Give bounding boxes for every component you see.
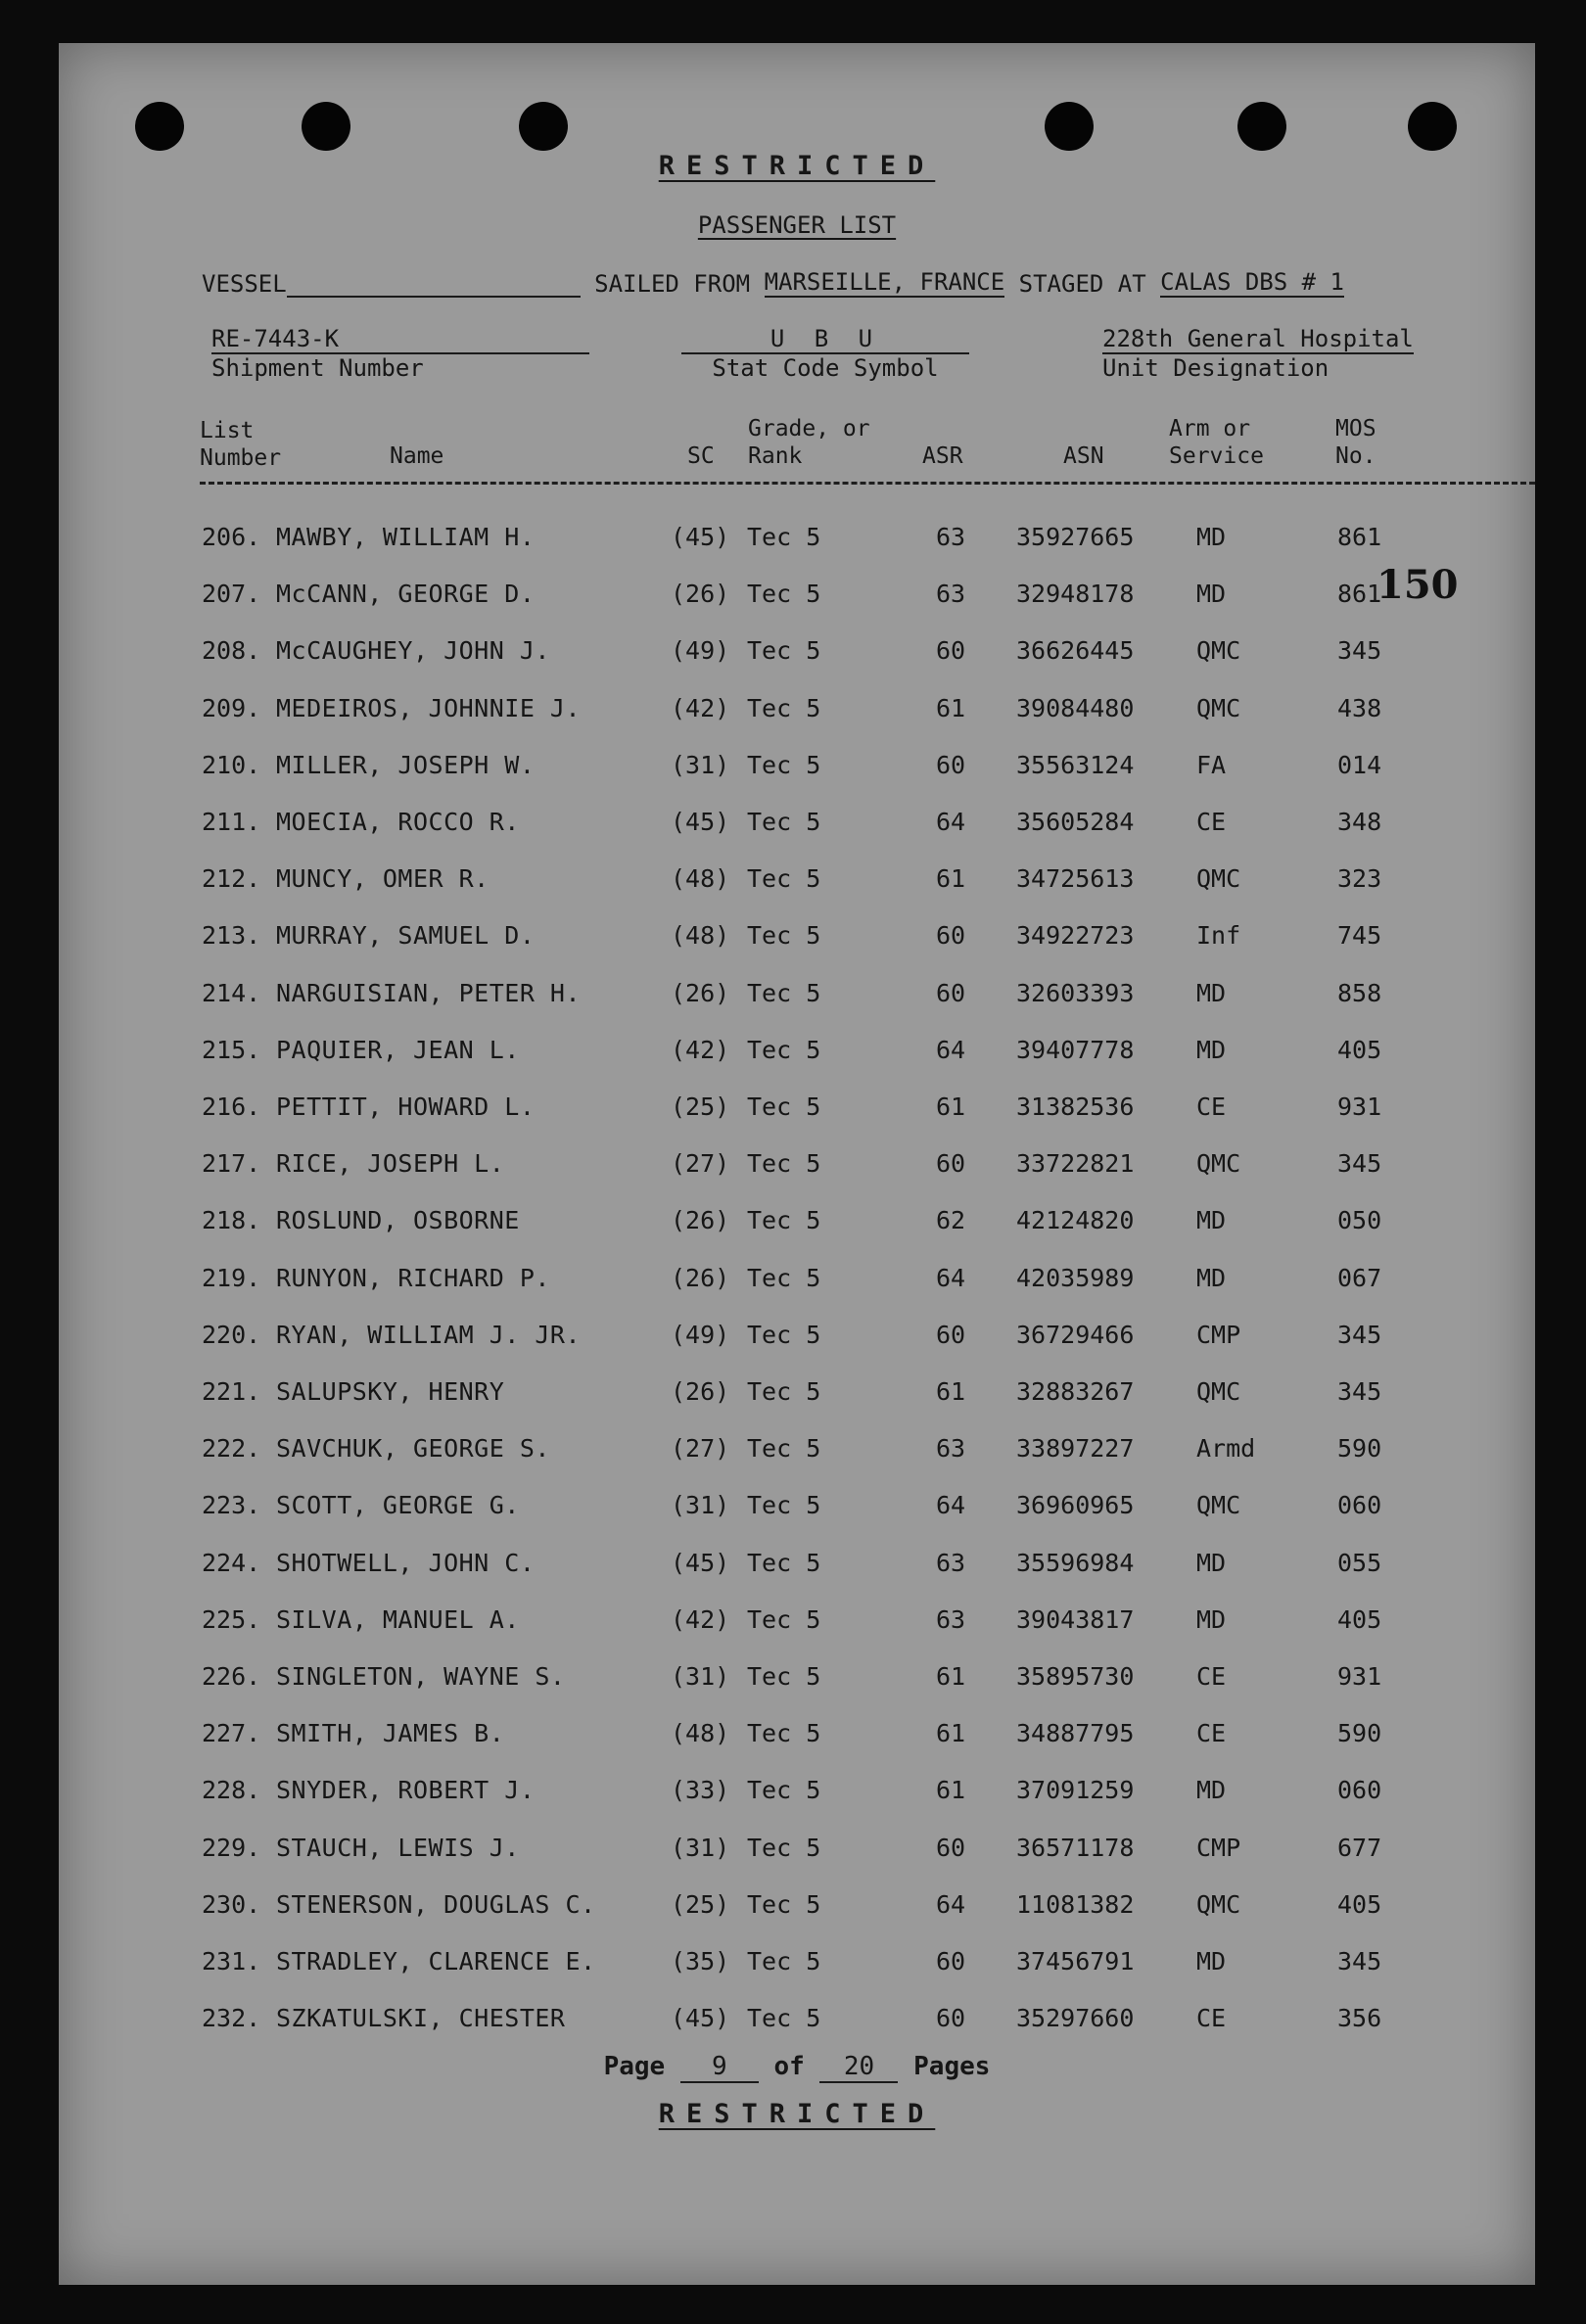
of-label: of — [773, 2052, 805, 2081]
asn-number: 35596984 — [1016, 1548, 1135, 1577]
col-mos: MOS No. — [1335, 416, 1376, 469]
asr-score: 64 — [936, 1035, 966, 1064]
sc-code: (31) — [671, 1833, 730, 1862]
passenger-name: SILVA, MANUEL A. — [276, 1604, 520, 1634]
grade: Tec 5 — [747, 1491, 821, 1520]
col-asn: ASN — [1063, 443, 1104, 469]
passenger-name: McCAUGHEY, JOHN J. — [276, 636, 550, 666]
shipment-label: Shipment Number — [211, 354, 424, 382]
grade: Tec 5 — [747, 523, 821, 551]
asn-number: 35605284 — [1016, 808, 1135, 836]
asn-number: 32603393 — [1016, 978, 1135, 1007]
grade: Tec 5 — [747, 1889, 821, 1919]
arm-service: QMC — [1196, 1491, 1241, 1520]
table-row — [59, 523, 1535, 562]
list-number: 213. — [202, 921, 261, 951]
unit-designation: 228th General Hospital — [1102, 325, 1414, 352]
table-row — [59, 1776, 1535, 1815]
asn-number: 36626445 — [1016, 636, 1135, 666]
asr-score: 61 — [936, 864, 966, 894]
mos-number: 014 — [1337, 750, 1382, 779]
arm-service: MD — [1196, 1263, 1227, 1292]
sc-code: (31) — [671, 1491, 730, 1520]
sc-code: (26) — [671, 580, 730, 609]
mos-number: 745 — [1337, 921, 1382, 951]
staged-label: STAGED AT — [1018, 270, 1146, 298]
sc-code: (42) — [671, 1604, 730, 1634]
mos-number: 345 — [1337, 1377, 1382, 1406]
arm-service: QMC — [1196, 1377, 1241, 1406]
header-rule — [200, 482, 1535, 485]
asn-number: 11081382 — [1016, 1889, 1135, 1919]
mos-number: 590 — [1337, 1719, 1382, 1748]
table-row — [59, 1549, 1535, 1588]
arm-service: CE — [1196, 1719, 1227, 1748]
sc-code: (45) — [671, 523, 730, 551]
punch-hole — [1408, 102, 1457, 151]
asr-score: 60 — [936, 1833, 966, 1862]
list-number: 225. — [202, 1604, 261, 1634]
asr-score: 64 — [936, 1491, 966, 1520]
sc-code: (48) — [671, 864, 730, 894]
sc-code: (49) — [671, 1320, 730, 1349]
asr-score: 60 — [936, 750, 966, 779]
passenger-name: McCANN, GEORGE D. — [276, 580, 536, 609]
mos-number: 858 — [1337, 978, 1382, 1007]
sc-code: (25) — [671, 1092, 730, 1121]
grade: Tec 5 — [747, 921, 821, 951]
arm-service: QMC — [1196, 864, 1241, 894]
asn-number: 34922723 — [1016, 921, 1135, 951]
table-row — [59, 979, 1535, 1018]
sc-code: (27) — [671, 1434, 730, 1464]
passenger-name: STAUCH, LEWIS J. — [276, 1833, 520, 1862]
grade: Tec 5 — [747, 1035, 821, 1064]
table-row — [59, 1092, 1535, 1132]
asn-number: 42124820 — [1016, 1206, 1135, 1235]
grade: Tec 5 — [747, 750, 821, 779]
vessel-value — [287, 296, 581, 298]
mos-number: 405 — [1337, 1604, 1382, 1634]
sc-code: (26) — [671, 1377, 730, 1406]
mos-number: 861 — [1337, 523, 1382, 551]
list-number: 210. — [202, 750, 261, 779]
stat-code-block — [681, 325, 969, 382]
shipment-block — [211, 325, 589, 382]
asn-number: 35297660 — [1016, 2004, 1135, 2033]
classification-header: RESTRICTED — [658, 151, 936, 181]
punch-hole — [1237, 102, 1286, 151]
grade: Tec 5 — [747, 1149, 821, 1179]
classification-footer: RESTRICTED — [658, 2099, 936, 2129]
grade: Tec 5 — [747, 1776, 821, 1805]
mos-number: 405 — [1337, 1889, 1382, 1919]
grade: Tec 5 — [747, 1263, 821, 1292]
table-row — [59, 921, 1535, 960]
passenger-name: SINGLETON, WAYNE S. — [276, 1662, 566, 1691]
punch-hole — [135, 102, 184, 151]
asn-number: 34725613 — [1016, 864, 1135, 894]
list-number: 224. — [202, 1548, 261, 1577]
asn-number: 33722821 — [1016, 1149, 1135, 1179]
list-number: 231. — [202, 1947, 261, 1975]
mos-number: 345 — [1337, 1320, 1382, 1349]
grade: Tec 5 — [747, 864, 821, 894]
arm-service: CE — [1196, 808, 1227, 836]
pages-label: Pages — [913, 2052, 991, 2081]
asn-number: 39407778 — [1016, 1035, 1135, 1064]
sc-code: (27) — [671, 1149, 730, 1179]
asn-number: 36729466 — [1016, 1320, 1135, 1349]
grade: Tec 5 — [747, 1604, 821, 1634]
grade: Tec 5 — [747, 1206, 821, 1235]
mos-number: 348 — [1337, 808, 1382, 836]
arm-service: QMC — [1196, 1149, 1241, 1179]
asr-score: 63 — [936, 1434, 966, 1464]
list-number: 220. — [202, 1320, 261, 1349]
asn-number: 35895730 — [1016, 1662, 1135, 1691]
arm-service: FA — [1196, 750, 1227, 779]
arm-service: CE — [1196, 1662, 1227, 1691]
mos-number: 067 — [1337, 1263, 1382, 1292]
mos-number: 590 — [1337, 1434, 1382, 1464]
asr-score: 60 — [936, 921, 966, 951]
asn-number: 35563124 — [1016, 750, 1135, 779]
list-number: 221. — [202, 1377, 261, 1406]
mos-number: 356 — [1337, 2004, 1382, 2033]
table-row — [59, 2004, 1535, 2043]
grade: Tec 5 — [747, 1377, 821, 1406]
mos-number: 345 — [1337, 1149, 1382, 1179]
passenger-name: PAQUIER, JEAN L. — [276, 1035, 520, 1064]
passenger-name: RYAN, WILLIAM J. JR. — [276, 1320, 582, 1349]
arm-service: MD — [1196, 580, 1227, 609]
asr-score: 60 — [936, 1320, 966, 1349]
asn-number: 33897227 — [1016, 1434, 1135, 1464]
mos-number: 931 — [1337, 1662, 1382, 1691]
asr-score: 60 — [936, 1947, 966, 1975]
list-number: 207. — [202, 580, 261, 609]
mos-number: 677 — [1337, 1833, 1382, 1862]
grade: Tec 5 — [747, 1719, 821, 1748]
grade: Tec 5 — [747, 636, 821, 666]
mos-number: 060 — [1337, 1491, 1382, 1520]
passenger-name: SMITH, JAMES B. — [276, 1719, 505, 1748]
list-number: 222. — [202, 1434, 261, 1464]
passenger-name: SZKATULSKI, CHESTER — [276, 2004, 566, 2033]
page-number: 9 — [680, 2052, 759, 2083]
arm-service: MD — [1196, 523, 1227, 551]
grade: Tec 5 — [747, 1947, 821, 1975]
punch-hole — [1045, 102, 1094, 151]
table-row — [59, 636, 1535, 675]
punch-hole — [302, 102, 350, 151]
list-number: 230. — [202, 1889, 261, 1919]
sc-code: (42) — [671, 1035, 730, 1064]
table-row — [59, 808, 1535, 847]
punch-hole — [519, 102, 568, 151]
passenger-name: STENERSON, DOUGLAS C. — [276, 1889, 596, 1919]
passenger-name: PETTIT, HOWARD L. — [276, 1092, 536, 1121]
passenger-name: SALUPSKY, HENRY — [276, 1377, 505, 1406]
stat-code: U B U — [681, 325, 969, 354]
arm-service: CE — [1196, 2004, 1227, 2033]
table-row — [59, 1662, 1535, 1701]
list-number: 217. — [202, 1149, 261, 1179]
passenger-name: STRADLEY, CLARENCE E. — [276, 1947, 596, 1975]
asr-score: 64 — [936, 1263, 966, 1292]
asr-score: 61 — [936, 1092, 966, 1121]
list-number: 216. — [202, 1092, 261, 1121]
list-number: 206. — [202, 523, 261, 551]
mos-number: 405 — [1337, 1035, 1382, 1064]
table-row — [59, 580, 1535, 619]
document-type: PASSENGER LIST — [697, 211, 897, 239]
asr-score: 60 — [936, 978, 966, 1007]
sc-code: (49) — [671, 636, 730, 666]
passenger-name: SHOTWELL, JOHN C. — [276, 1548, 536, 1577]
table-row — [59, 864, 1535, 904]
passenger-name: MOECIA, ROCCO R. — [276, 808, 520, 836]
asr-score: 61 — [936, 693, 966, 722]
asn-number: 39043817 — [1016, 1604, 1135, 1634]
asn-number: 39084480 — [1016, 693, 1135, 722]
asn-number: 35927665 — [1016, 523, 1135, 551]
table-row — [59, 1434, 1535, 1473]
sc-code: (35) — [671, 1947, 730, 1975]
table-row — [59, 1264, 1535, 1303]
table-row — [59, 1605, 1535, 1645]
arm-service: CMP — [1196, 1320, 1241, 1349]
sc-code: (25) — [671, 1889, 730, 1919]
shipment-number: RE-7443-K — [211, 325, 589, 354]
mos-number: 861 — [1337, 580, 1382, 609]
asn-number: 36571178 — [1016, 1833, 1135, 1862]
total-pages: 20 — [819, 2052, 898, 2083]
document-page — [59, 43, 1535, 2285]
asr-score: 61 — [936, 1776, 966, 1805]
asn-number: 37091259 — [1016, 1776, 1135, 1805]
arm-service: Armd — [1196, 1434, 1256, 1464]
col-arm-service: Arm or Service — [1169, 416, 1264, 469]
arm-service: CE — [1196, 1092, 1227, 1121]
asr-score: 61 — [936, 1662, 966, 1691]
sc-code: (33) — [671, 1776, 730, 1805]
passenger-name: SCOTT, GEORGE G. — [276, 1491, 520, 1520]
mos-number: 050 — [1337, 1206, 1382, 1235]
asr-score: 63 — [936, 580, 966, 609]
list-number: 211. — [202, 808, 261, 836]
mos-number: 345 — [1337, 636, 1382, 666]
grade: Tec 5 — [747, 1434, 821, 1464]
stat-code-label: Stat Code Symbol — [712, 354, 939, 382]
grade: Tec 5 — [747, 2004, 821, 2033]
passenger-name: MUNCY, OMER R. — [276, 864, 490, 894]
passenger-name: MURRAY, SAMUEL D. — [276, 921, 536, 951]
vessel-label: VESSEL — [202, 270, 287, 298]
grade: Tec 5 — [747, 580, 821, 609]
page-indicator — [59, 2052, 1535, 2083]
passenger-name: MEDEIROS, JOHNNIE J. — [276, 693, 582, 722]
sc-code: (26) — [671, 1263, 730, 1292]
sc-code: (31) — [671, 1662, 730, 1691]
grade: Tec 5 — [747, 1092, 821, 1121]
mos-number: 323 — [1337, 864, 1382, 894]
list-number: 227. — [202, 1719, 261, 1748]
grade: Tec 5 — [747, 808, 821, 836]
asn-number: 31382536 — [1016, 1092, 1135, 1121]
sc-code: (45) — [671, 2004, 730, 2033]
arm-service: QMC — [1196, 636, 1241, 666]
asr-score: 63 — [936, 1548, 966, 1577]
arm-service: MD — [1196, 1206, 1227, 1235]
list-number: 212. — [202, 864, 261, 894]
passenger-name: RICE, JOSEPH L. — [276, 1149, 505, 1179]
list-number: 215. — [202, 1035, 261, 1064]
asr-score: 60 — [936, 1149, 966, 1179]
passenger-name: SNYDER, ROBERT J. — [276, 1776, 536, 1805]
list-number: 209. — [202, 693, 261, 722]
passenger-name: ROSLUND, OSBORNE — [276, 1206, 520, 1235]
table-row — [59, 1890, 1535, 1929]
asn-number: 32948178 — [1016, 580, 1135, 609]
sc-code: (48) — [671, 921, 730, 951]
passenger-name: RUNYON, RICHARD P. — [276, 1263, 550, 1292]
list-number: 228. — [202, 1776, 261, 1805]
col-sc: SC — [687, 443, 715, 469]
sc-code: (42) — [671, 693, 730, 722]
mos-number: 438 — [1337, 693, 1382, 722]
sc-code: (26) — [671, 978, 730, 1007]
asr-score: 63 — [936, 523, 966, 551]
arm-service: MD — [1196, 1035, 1227, 1064]
sc-code: (26) — [671, 1206, 730, 1235]
arm-service: CMP — [1196, 1833, 1241, 1862]
passenger-name: SAVCHUK, GEORGE S. — [276, 1434, 550, 1464]
passenger-name: MILLER, JOSEPH W. — [276, 750, 536, 779]
list-number: 219. — [202, 1263, 261, 1292]
arm-service: MD — [1196, 978, 1227, 1007]
table-row — [59, 1834, 1535, 1873]
table-row — [59, 1036, 1535, 1075]
page-label: Page — [603, 2052, 666, 2081]
asn-number: 37456791 — [1016, 1947, 1135, 1975]
staged-value: CALAS DBS # 1 — [1160, 268, 1344, 296]
grade: Tec 5 — [747, 1662, 821, 1691]
passenger-name: NARGUISIAN, PETER H. — [276, 978, 582, 1007]
sc-code: (48) — [671, 1719, 730, 1748]
list-number: 229. — [202, 1833, 261, 1862]
asr-score: 61 — [936, 1377, 966, 1406]
grade: Tec 5 — [747, 1320, 821, 1349]
list-number: 223. — [202, 1491, 261, 1520]
table-row — [59, 1206, 1535, 1245]
list-number: 208. — [202, 636, 261, 666]
list-number: 232. — [202, 2004, 261, 2033]
sc-code: (45) — [671, 808, 730, 836]
asn-number: 32883267 — [1016, 1377, 1135, 1406]
table-row — [59, 1377, 1535, 1417]
list-number: 214. — [202, 978, 261, 1007]
table-row — [59, 1491, 1535, 1530]
table-row — [59, 1321, 1535, 1360]
table-row — [59, 751, 1535, 790]
asn-number: 42035989 — [1016, 1263, 1135, 1292]
asr-score: 64 — [936, 1889, 966, 1919]
vessel-line — [202, 268, 1344, 298]
asn-number: 36960965 — [1016, 1491, 1135, 1520]
arm-service: MD — [1196, 1776, 1227, 1805]
asr-score: 64 — [936, 808, 966, 836]
unit-block — [1102, 325, 1414, 382]
grade: Tec 5 — [747, 1833, 821, 1862]
arm-service: QMC — [1196, 1889, 1241, 1919]
asr-score: 60 — [936, 2004, 966, 2033]
col-list-number: List Number — [200, 418, 282, 471]
mos-number: 060 — [1337, 1776, 1382, 1805]
sailed-value: MARSEILLE, FRANCE — [764, 268, 1005, 296]
list-number: 226. — [202, 1662, 261, 1691]
stamped-number: 150 — [1376, 562, 1459, 608]
mos-number: 345 — [1337, 1947, 1382, 1975]
mos-number: 931 — [1337, 1092, 1382, 1121]
grade: Tec 5 — [747, 1548, 821, 1577]
table-row — [59, 1149, 1535, 1188]
arm-service: Inf — [1196, 921, 1241, 951]
asr-score: 63 — [936, 1604, 966, 1634]
asn-number: 34887795 — [1016, 1719, 1135, 1748]
sc-code: (31) — [671, 750, 730, 779]
mos-number: 055 — [1337, 1548, 1382, 1577]
table-row — [59, 1947, 1535, 1986]
arm-service: QMC — [1196, 693, 1241, 722]
arm-service: MD — [1196, 1548, 1227, 1577]
arm-service: MD — [1196, 1604, 1227, 1634]
arm-service: MD — [1196, 1947, 1227, 1975]
table-row — [59, 694, 1535, 733]
grade: Tec 5 — [747, 978, 821, 1007]
asr-score: 60 — [936, 636, 966, 666]
col-asr: ASR — [922, 443, 963, 469]
list-number: 218. — [202, 1206, 261, 1235]
col-grade: Grade, or Rank — [748, 416, 870, 469]
asr-score: 61 — [936, 1719, 966, 1748]
sailed-label: SAILED FROM — [594, 270, 751, 298]
grade: Tec 5 — [747, 693, 821, 722]
sc-code: (45) — [671, 1548, 730, 1577]
table-row — [59, 1719, 1535, 1758]
unit-label: Unit Designation — [1102, 354, 1329, 382]
asr-score: 62 — [936, 1206, 966, 1235]
col-name: Name — [390, 443, 444, 469]
passenger-name: MAWBY, WILLIAM H. — [276, 523, 536, 551]
